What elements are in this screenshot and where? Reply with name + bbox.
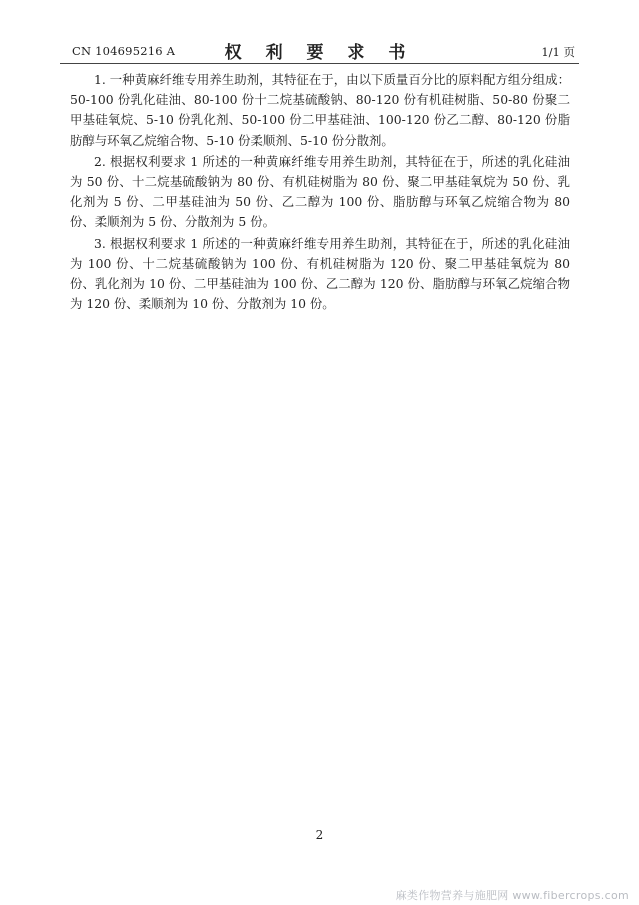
- document-title: 权 利 要 求 书: [224, 43, 415, 63]
- watermark: 麻类作物营养与施肥网 www.fibercrops.com: [395, 889, 629, 902]
- header-divider: [60, 63, 579, 64]
- page-indicator: 1/1 页: [541, 45, 575, 59]
- document-number: CN 104695216 A: [72, 44, 176, 58]
- page-number: 2: [315, 828, 324, 842]
- claim-3: 3. 根据权利要求 1 所述的一种黄麻纤维专用养生助剂，其特征在于，所述的乳化硅油为 100 份、十二烷基硫酸钠为 100 份、有机硅树脂为 120 份、聚二甲基硅氧烷为 80 份、乳化剂为 10 份、二甲基硅油为 100 份、乙二醇为 120 份、脂肪醇与环氧乙烷缩合物为 120 份、柔顺剂为 10 份、分散剂为 10 份。: [70, 235, 570, 312]
- claim-2: 2. 根据权利要求 1 所述的一种黄麻纤维专用养生助剂，其特征在于，所述的乳化硅油为 50 份、十二烷基硫酸钠为 80 份、有机硅树脂为 80 份、聚二甲基硅氧烷为 50 份、乳化剂为 5 份、二甲基硅油为 50 份、乙二醇为 100 份、脂肪醇与环氧乙烷缩合物为 80 份、柔顺剂为 5 份、分散剂为 5 份。: [70, 153, 570, 230]
- claim-1: 1. 一种黄麻纤维专用养生助剂，其特征在于，由以下质量百分比的原料配方组分组成：50-100 份乳化硅油、80-100 份十二烷基硫酸钠、80-120 份有机硅树脂、50-80 份聚二甲基硅氧烷、5-10 份乳化剂、50-100 份二甲基硅油、100-120 份乙二醇、80-120 份脂肪醇与环氧乙烷缩合物、5-10 份柔顺剂、5-10 份分散剂。: [70, 72, 570, 148]
- page-header: [60, 38, 579, 64]
- claims-list: [70, 70, 570, 315]
